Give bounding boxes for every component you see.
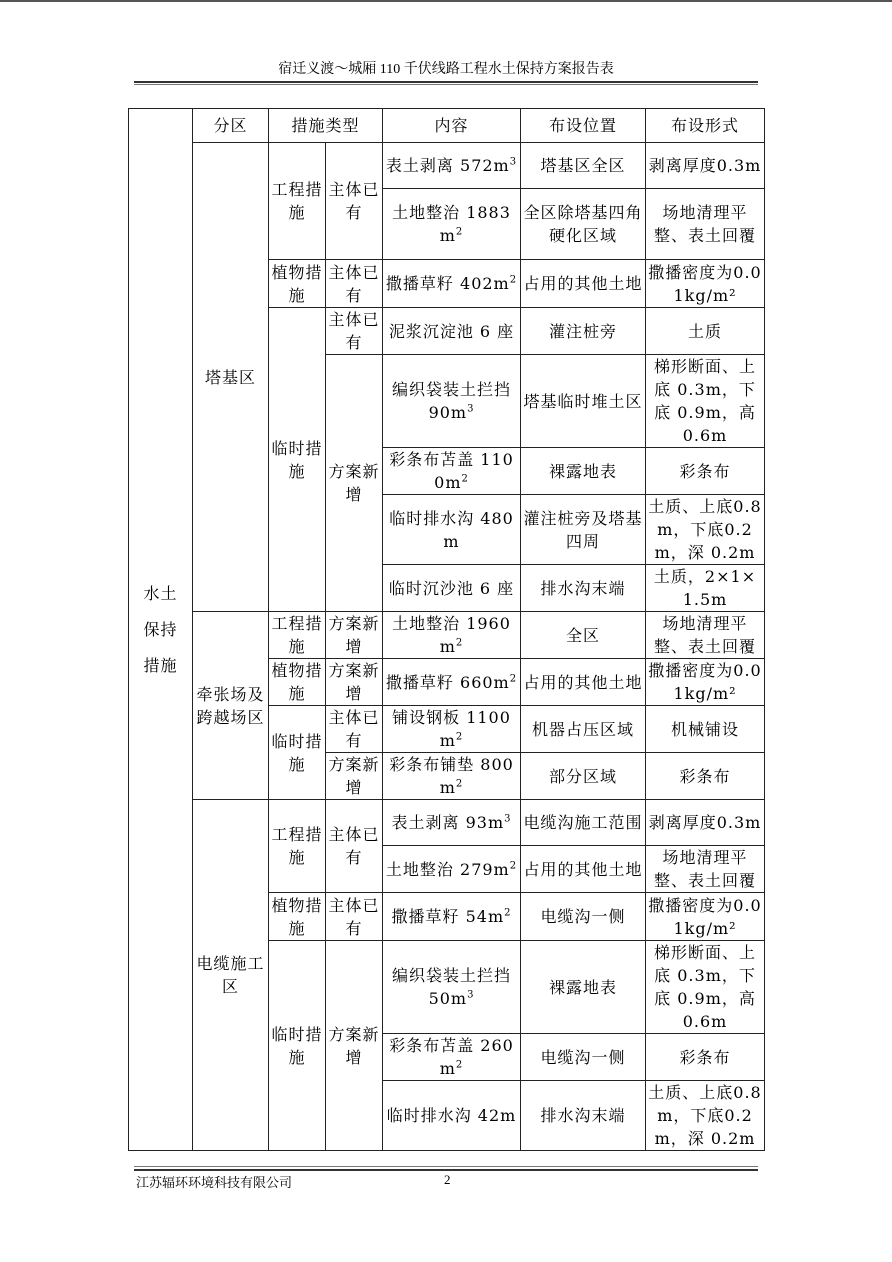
table-row	[129, 143, 765, 189]
zone-cell: 电缆施工区	[193, 800, 269, 1151]
location-cell: 全区	[521, 612, 646, 659]
status-cell: 方案新增	[326, 941, 383, 1151]
content-cell: 临时排水沟 42m	[383, 1081, 521, 1151]
content-cell: 土地整治 $1960m^2$	[383, 612, 521, 659]
form-cell: 彩条布	[646, 448, 765, 495]
col-header-zone: 分区	[193, 109, 269, 143]
category-label: 水土保持措施	[143, 583, 178, 675]
content-cell: 撒播草籽 $402m^2$	[383, 260, 521, 308]
footer-rule-thin	[134, 1166, 758, 1167]
measure-type-cell: 临时措施	[269, 308, 326, 612]
measure-type-cell: 工程措施	[269, 612, 326, 659]
form-cell: 彩条布	[646, 753, 765, 800]
measure-type-cell: 植物措施	[269, 893, 326, 941]
status-cell: 主体已有	[326, 706, 383, 753]
footer-rule	[134, 1169, 758, 1171]
form-cell: 土质	[646, 308, 765, 355]
col-header-location: 布设位置	[521, 109, 646, 143]
header-rule	[134, 81, 758, 83]
location-cell: 电缆沟一侧	[521, 1034, 646, 1081]
col-header-measure-type: 措施类型	[269, 109, 383, 143]
form-cell: 剥离厚度0.3m	[646, 800, 765, 846]
table-row	[129, 800, 765, 846]
measure-type-cell: 植物措施	[269, 260, 326, 308]
form-cell: 机械铺设	[646, 706, 765, 753]
location-cell: 占用的其他土地	[521, 846, 646, 893]
form-cell: 土质、上底0.8m，下底0.2m，深 0.2m	[646, 495, 765, 565]
location-cell: 裸露地表	[521, 941, 646, 1034]
content-cell: 临时沉沙池 6 座	[383, 565, 521, 612]
header-rule-thin	[134, 84, 758, 85]
form-cell: 撒播密度为0.01kg/m²	[646, 659, 765, 706]
category-cell	[129, 109, 193, 1151]
zone-cell: 塔基区	[193, 143, 269, 612]
location-cell: 塔基区全区	[521, 143, 646, 189]
content-cell: 表土剥离 $572m^3$	[383, 143, 521, 189]
location-cell: 排水沟末端	[521, 565, 646, 612]
col-header-form: 布设形式	[646, 109, 765, 143]
form-cell: 场地清理平整、表土回覆	[646, 846, 765, 893]
content-cell: 彩条布苫盖 $260m^2$	[383, 1034, 521, 1081]
form-cell: 剥离厚度0.3m	[646, 143, 765, 189]
location-cell: 电缆沟一侧	[521, 893, 646, 941]
status-cell: 主体已有	[326, 260, 383, 308]
zone-cell: 牵张场及跨越场区	[193, 612, 269, 800]
content-cell: 撒播草籽 $54m^2$	[383, 893, 521, 941]
page-header-title: 宿迁义渡～城厢 110 千伏线路工程水土保持方案报告表	[278, 62, 614, 77]
location-cell: 占用的其他土地	[521, 659, 646, 706]
content-cell: 泥浆沉淀池 6 座	[383, 308, 521, 355]
content-cell: 临时排水沟 480m	[383, 495, 521, 565]
form-cell: 撒播密度为0.01kg/m²	[646, 893, 765, 941]
form-cell: 土质、上底0.8m，下底0.2m，深 0.2m	[646, 1081, 765, 1151]
location-cell: 电缆沟施工范围	[521, 800, 646, 846]
status-cell: 方案新增	[326, 612, 383, 659]
content-cell: 彩条布苫盖 $1100m^2$	[383, 448, 521, 495]
status-cell: 主体已有	[326, 143, 383, 260]
status-cell: 主体已有	[326, 893, 383, 941]
location-cell: 部分区域	[521, 753, 646, 800]
status-cell: 方案新增	[326, 753, 383, 800]
table-row	[129, 612, 765, 659]
content-cell: 土地整治 $279m^2$	[383, 846, 521, 893]
content-cell: 撒播草籽 $660m^2$	[383, 659, 521, 706]
top-border	[0, 0, 892, 2]
footer-company: 江苏辐环环境科技有限公司	[136, 1175, 293, 1190]
location-cell: 塔基临时堆土区	[521, 355, 646, 448]
location-cell: 灌注桩旁及塔基四周	[521, 495, 646, 565]
status-cell: 主体已有	[326, 308, 383, 355]
location-cell: 占用的其他土地	[521, 260, 646, 308]
form-cell: 梯形断面、上底 0.3m，下底 0.9m，高0.6m	[646, 355, 765, 448]
content-cell: 铺设钢板 $1100m^2$	[383, 706, 521, 753]
location-cell: 裸露地表	[521, 448, 646, 495]
measure-type-cell: 植物措施	[269, 659, 326, 706]
header-row	[129, 109, 765, 143]
form-cell: 土质，2×1×1.5m	[646, 565, 765, 612]
location-cell: 排水沟末端	[521, 1081, 646, 1151]
page-number: 2	[444, 1172, 451, 1187]
measure-type-cell: 工程措施	[269, 143, 326, 260]
status-cell: 主体已有	[326, 800, 383, 893]
location-cell: 机器占压区域	[521, 706, 646, 753]
form-cell: 撒播密度为0.01kg/m²	[646, 260, 765, 308]
measure-type-cell: 工程措施	[269, 800, 326, 893]
measure-type-cell: 临时措施	[269, 706, 326, 800]
location-cell: 灌注桩旁	[521, 308, 646, 355]
content-cell: 编织袋装土拦挡 $50m^3$	[383, 941, 521, 1034]
form-cell: 彩条布	[646, 1034, 765, 1081]
measures-table	[128, 108, 765, 1151]
content-cell: 表土剥离 $93m^3$	[383, 800, 521, 846]
content-cell: 土地整治 $1883m^2$	[383, 189, 521, 260]
location-cell: 全区除塔基四角硬化区域	[521, 189, 646, 260]
col-header-content: 内容	[383, 109, 521, 143]
content-cell: 彩条布铺垫 $800m^2$	[383, 753, 521, 800]
form-cell: 梯形断面、上底 0.3m，下底 0.9m，高0.6m	[646, 941, 765, 1034]
measure-type-cell: 临时措施	[269, 941, 326, 1151]
content-cell: 编织袋装土拦挡 $90m^3$	[383, 355, 521, 448]
form-cell: 场地清理平整、表土回覆	[646, 189, 765, 260]
form-cell: 场地清理平整、表土回覆	[646, 612, 765, 659]
status-cell: 方案新增	[326, 355, 383, 612]
status-cell: 方案新增	[326, 659, 383, 706]
